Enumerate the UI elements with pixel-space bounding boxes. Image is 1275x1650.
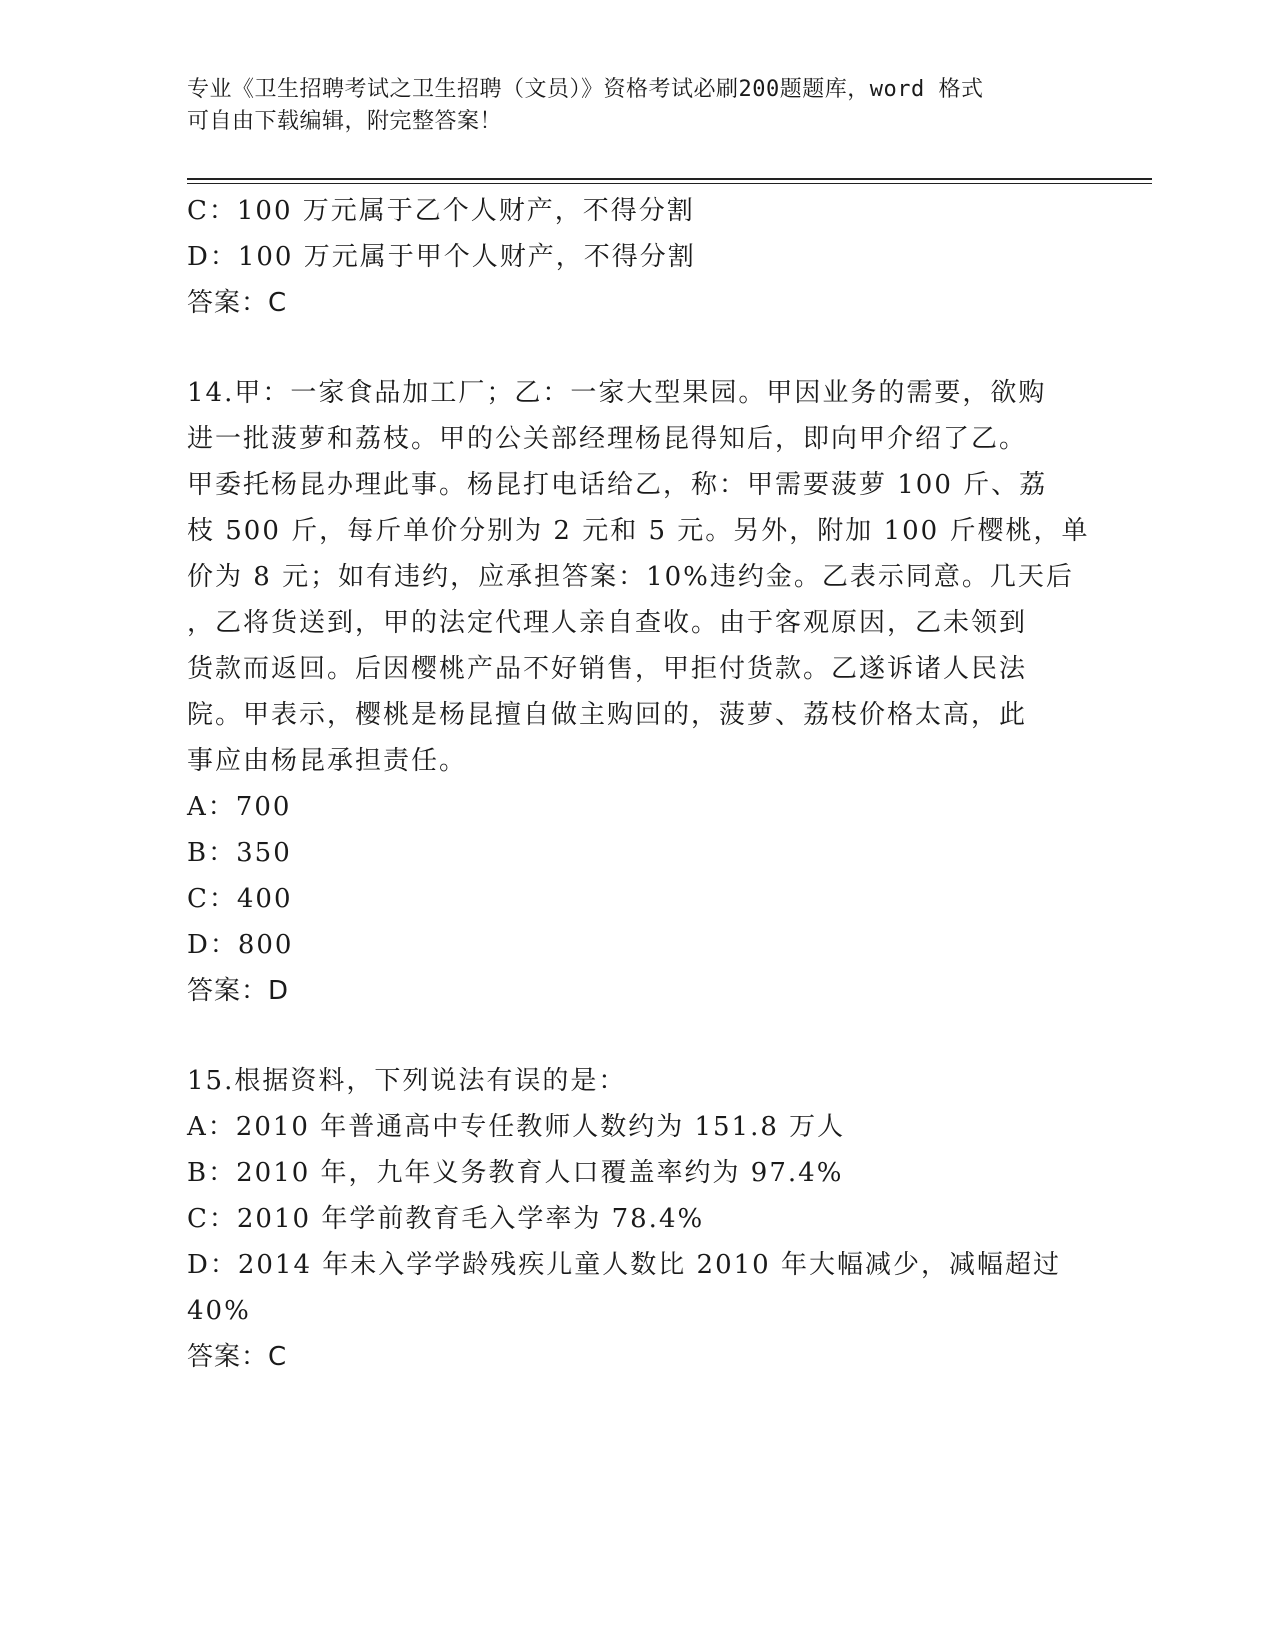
question-stem-line: 甲委托杨昆办理此事。杨昆打电话给乙，称：甲需要菠萝 100 斤、荔 (187, 470, 1048, 500)
question-stem-line: 枝 500 斤，每斤单价分别为 2 元和 5 元。另外，附加 100 斤樱桃，单 (187, 516, 1090, 546)
header-divider-thick (187, 178, 1152, 180)
option-c: C：2010 年学前教育毛入学率为 78.4% (187, 1204, 705, 1234)
option-d: D：800 (187, 930, 294, 960)
question-stem-line: 价为 8 元；如有违约，应承担答案：10%违约金。乙表示同意。几天后 (187, 562, 1074, 592)
header-line-2: 可自由下载编辑，附完整答案！ (187, 109, 503, 134)
answer-line: 答案：D (187, 976, 290, 1006)
question-stem-line: 货款而返回。后因樱桃产品不好销售，甲拒付货款。乙遂诉诸人民法 (187, 654, 1028, 684)
page-header (187, 74, 1067, 138)
answer-line: 答案：C (187, 288, 288, 318)
spacer (187, 326, 1087, 370)
question-14 (187, 370, 1090, 1014)
question-stem-line: 院。甲表示，樱桃是杨昆擅自做主购回的，菠萝、荔枝价格太高，此 (187, 700, 1028, 730)
question-15 (187, 1058, 1087, 1380)
answer-line: 答案：C (187, 1342, 288, 1372)
option-d: D：100 万元属于甲个人财产，不得分割 (187, 242, 696, 272)
question-stem-line: 14.甲：一家食品加工厂；乙：一家大型果园。甲因业务的需要，欲购 (187, 378, 1047, 408)
option-d: D：2014 年未入学学龄残疾儿童人数比 2010 年大幅减少，减幅超过 (187, 1250, 1061, 1280)
option-a: A：2010 年普通高中专任教师人数约为 151.8 万人 (187, 1112, 846, 1142)
question-stem: 15.根据资料，下列说法有误的是： (187, 1066, 627, 1096)
option-b: B：350 (187, 838, 292, 868)
option-c: C：400 (187, 884, 293, 914)
prev-question-tail (187, 188, 1087, 326)
option-d-continued: 40% (187, 1296, 251, 1326)
header-divider-thin (187, 183, 1152, 184)
option-a: A：700 (187, 792, 292, 822)
option-b: B：2010 年，九年义务教育人口覆盖率约为 97.4% (187, 1158, 844, 1188)
option-c: C：100 万元属于乙个人财产，不得分割 (187, 196, 695, 226)
question-stem-line: ，乙将货送到，甲的法定代理人亲自查收。由于客观原因，乙未领到 (187, 608, 1028, 638)
spacer (187, 1014, 1087, 1058)
header-line-1: 专业《卫生招聘考试之卫生招聘（文员）》资格考试必刷200题题库，word 格式 (187, 77, 984, 102)
question-content (187, 188, 1090, 1380)
question-stem-line: 进一批菠萝和荔枝。甲的公关部经理杨昆得知后，即向甲介绍了乙。 (187, 424, 1028, 454)
question-stem-line: 事应由杨昆承担责任。 (187, 746, 468, 776)
